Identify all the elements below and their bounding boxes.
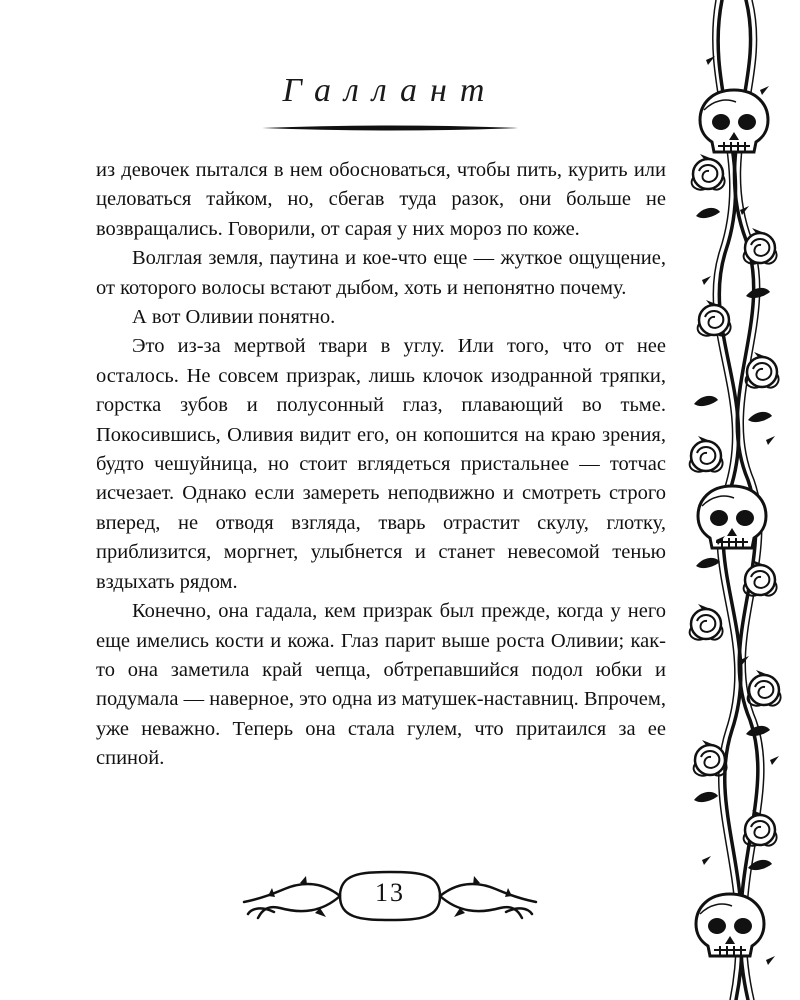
skull-rose-border-icon	[676, 0, 792, 1000]
body-text	[96, 156, 666, 774]
page-number: 13	[375, 878, 405, 907]
running-head-title: Галлант	[282, 72, 498, 109]
paragraph: Это из-за мертвой твари в углу. Или того, что от нее осталось. Не совсем призрак, лишь клочок изодранной тряпки, горстка зубов и полусонный глаз, плавающий во тьме. Покосившись, Оливия видит его, он копошится на краю зрения, будто чешуйница, но стоит вглядеться пристальнее — тотчас исчезает. Однако если замереть неподвижно и смотреть строго вперед, не отводя взгляда, тварь отрастит скулу, глотку, приблизится, моргнет, улыбнется и станет невесомой тенью вздыхать рядом.	[96, 335, 666, 593]
header-rule-ornament	[262, 120, 518, 136]
paragraph: Волглая земля, паутина и кое-что еще — жуткое ощущение, от которого волосы встают дыбом, хоть и непонятно почему.	[96, 247, 666, 299]
paragraph: А вот Оливии понятно.	[132, 306, 336, 329]
paragraph: Конечно, она гадала, кем призрак был прежде, когда у него еще имелись кости и кожа. Глаз парит выше роста Оливии; как-то она заметила край чепца, обтрепавшийся подол юбки и подумала — наверное, это одна из матушек-наставниц. Впрочем, уже неважно. Теперь она стала гулем, что притаился за ее спиной.	[96, 600, 666, 770]
paragraph-continued: из девочек пытался в нем обосноваться, чтобы пить, курить или целоваться тайком, но, сбегав туда разок, они больше не возвращались. Говорили, от сарая у них мороз по коже.	[96, 159, 666, 240]
